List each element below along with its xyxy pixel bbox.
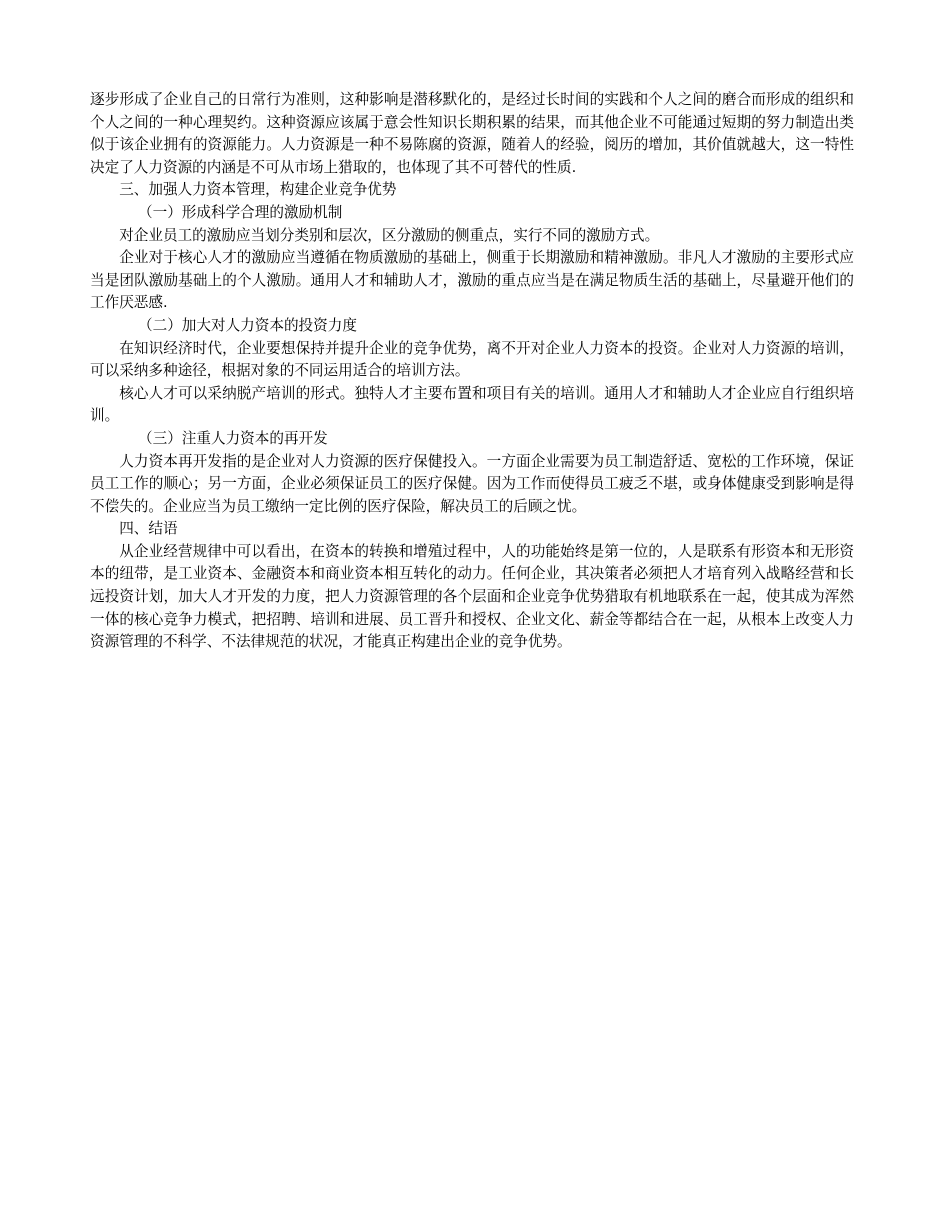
body-paragraph: 在知识经济时代，企业要想保持并提升企业的竞争优势，离不开对企业人力资本的投资。企业对人力资源的培训，可以采纳多种途径，根据对象的不同运用适合的培训方法。: [90, 339, 854, 380]
body-paragraph: 对企业员工的激励应当划分类别和层次，区分激励的侧重点，实行不同的激励方式。: [119, 226, 660, 244]
document-page: [90, 89, 854, 654]
body-paragraph: 核心人才可以采纳脱产培训的形式。独特人才主要布置和项目有关的培训。通用人才和辅助人才企业应自行组织培训。: [90, 384, 854, 425]
section-heading-4: 四、结语: [119, 520, 178, 538]
body-paragraph: 企业对于核心人才的激励应当遵循在物质激励的基础上，侧重于长期激励和精神激励。非凡人才激励的主要形式应当是团队激励基础上的个人激励。通用人才和辅助人才，激励的重点应当是在满足物质生活的基础上，尽量避开他们的工作厌恶感.: [90, 249, 854, 312]
subsection-heading-3-2: （二）加大对人力资本的投资力度: [138, 316, 357, 334]
subsection-heading-3-1: （一）形成科学合理的激励机制: [138, 203, 343, 221]
body-paragraph-conclusion: 从企业经营规律中可以看出，在资本的转换和增殖过程中，人的功能始终是第一位的，人是联系有形资本和无形资本的纽带，是工业资本、金融资本和商业资本相互转化的动力。任何企业，其决策者必须把人才培育列入战略经营和长远投资计划，加大人才开发的力度，把人力资源管理的各个层面和企业竞争优势猎取有机地联系在一起，使其成为浑然一体的核心竞争力模式，把招聘、培训和进展、员工晋升和授权、企业文化、薪金等都结合在一起，从根本上改变人力资源管理的不科学、不法律规范的状况，才能真正构建出企业的竞争优势。: [90, 542, 854, 651]
body-paragraph-continued: 逐步形成了企业自己的日常行为准则，这种影响是潜移默化的，是经过长时间的实践和个人之间的磨合而形成的组织和个人之间的一种心理契约。这种资源应该属于意会性知识长期积累的结果，而其他企业不可能通过短期的努力制造出类似于该企业拥有的资源能力。人力资源是一种不易陈腐的资源，随着人的经验，阅历的增加，其价值就越大，这一特性决定了人力资源的内涵是不可从市场上猎取的，也体现了其不可替代的性质.: [90, 91, 854, 176]
section-heading-3: 三、加强人力资本管理，构建企业竞争优势: [119, 181, 397, 199]
body-paragraph: 人力资本再开发指的是企业对人力资源的医疗保健投入。一方面企业需要为员工制造舒适、宽松的工作环境，保证员工工作的顺心；另一方面，企业必须保证员工的医疗保健。因为工作而使得员工疲乏不堪，或身体健康受到影响是得不偿失的。企业应当为员工缴纳一定比例的医疗保险，解决员工的后顾之忧。: [90, 452, 854, 515]
subsection-heading-3-3: （三）注重人力资本的再开发: [138, 429, 328, 447]
